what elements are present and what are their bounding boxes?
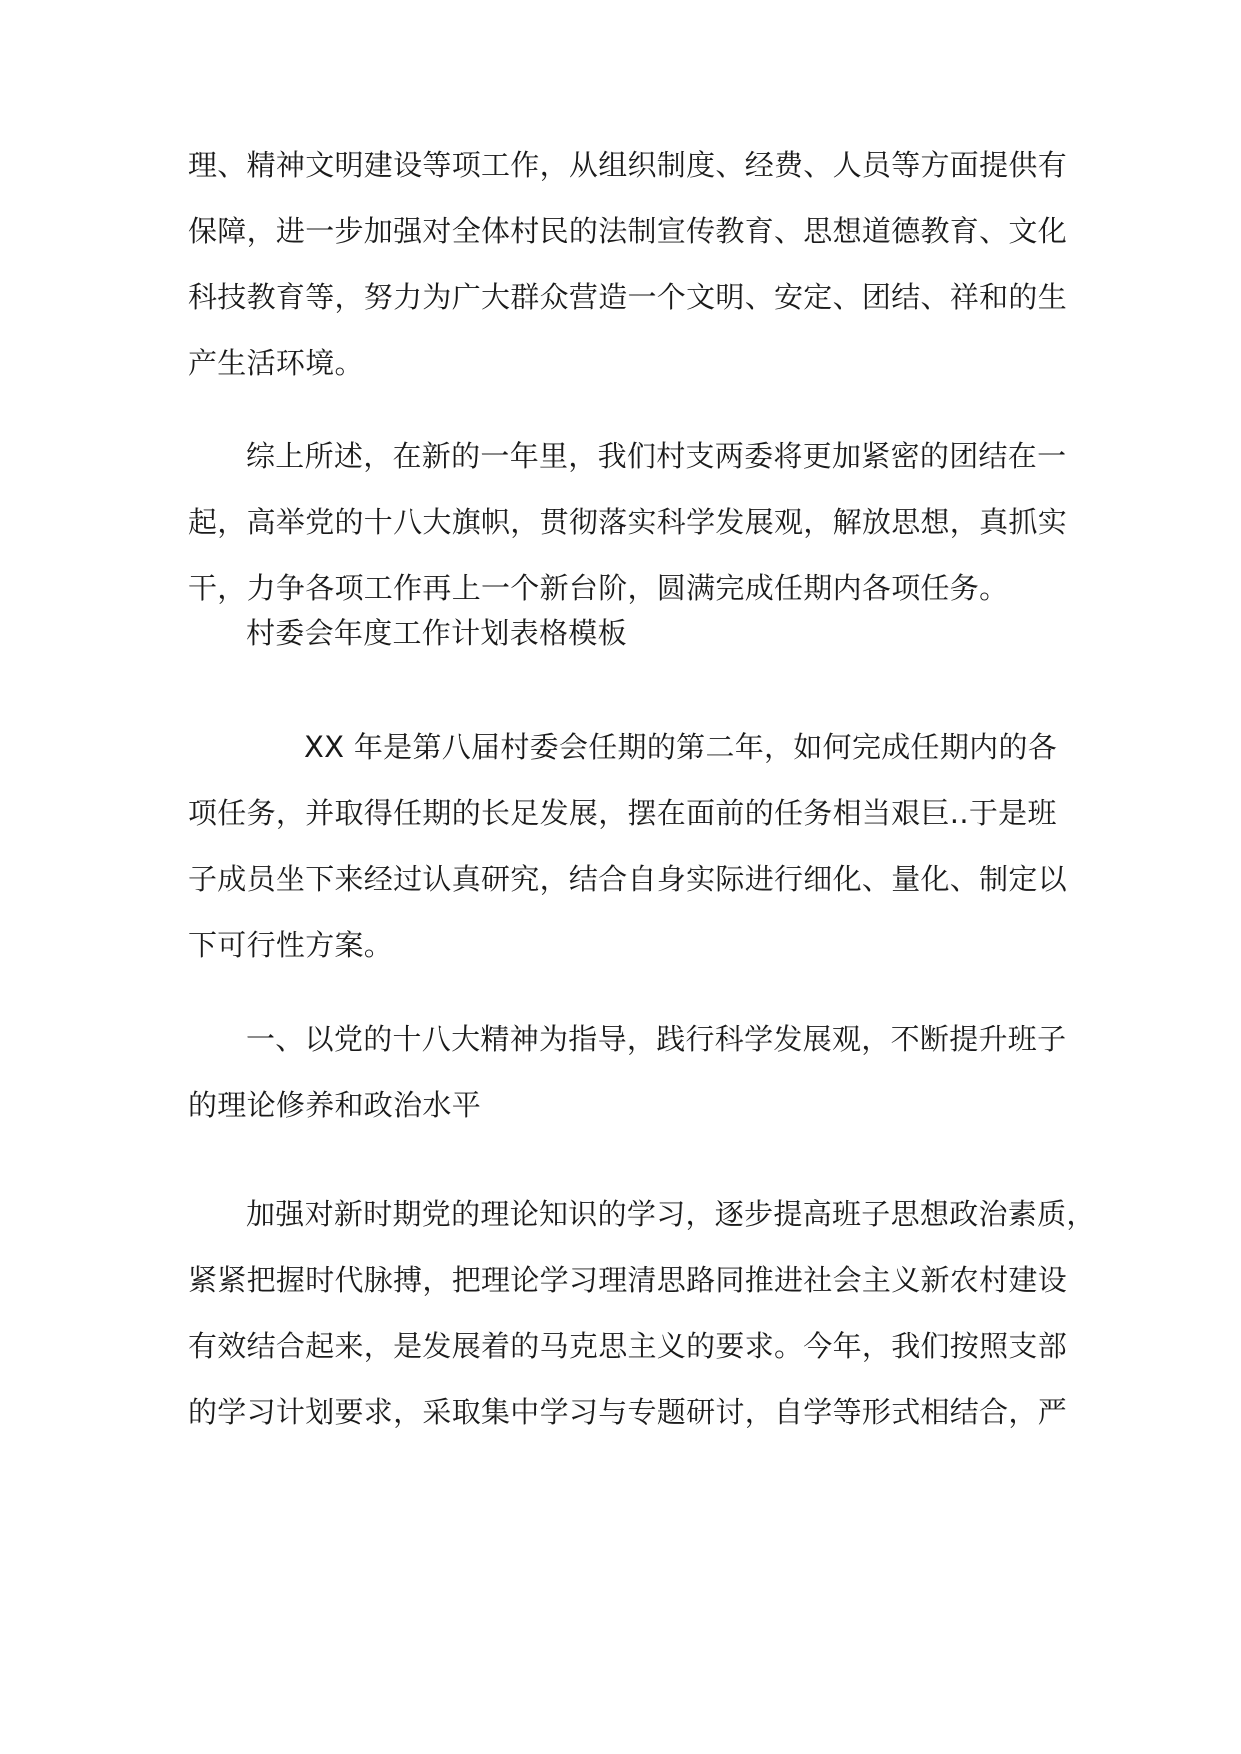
paragraph-environment — [188, 132, 1068, 396]
text-line: 产生活环境。 — [188, 346, 364, 380]
text-line: 下可行性方案。 — [188, 928, 394, 962]
paragraph-summary — [188, 423, 1068, 621]
heading-one — [188, 1006, 1067, 1138]
text-line: 紧紧把握时代脉搏，把理论学习理清思路同推进社会主义新农村建设 — [188, 1263, 1068, 1297]
text-line: 干，力争各项工作再上一个新台阶，圆满完成任期内各项任务。 — [188, 571, 1009, 605]
text-line: XX 年是第八届村委会任期的第二年，如何完成任期内的各 — [304, 730, 1058, 764]
heading-line: 的理论修养和政治水平 — [188, 1088, 482, 1122]
heading-line: 一、以党的十八大精神为指导，践行科学发展观，不断提升班子 — [246, 1022, 1067, 1056]
section-title-text: 村委会年度工作计划表格模板 — [246, 616, 627, 650]
text-line: 科技教育等，努力为广大群众营造一个文明、安定、团结、祥和的生 — [188, 280, 1068, 314]
section-title — [188, 600, 1060, 666]
text-line: 项任务，并取得任期的长足发展，摆在面前的任务相当艰巨..于是班 — [188, 796, 1057, 830]
paragraph-study — [188, 1181, 1096, 1445]
text-line: 有效结合起来，是发展着的马克思主义的要求。今年，我们按照支部 — [188, 1329, 1068, 1363]
text-line: 保障，进一步加强对全体村民的法制宣传教育、思想道德教育、文化 — [188, 214, 1068, 248]
text-line: 加强对新时期党的理论知识的学习，逐步提高班子思想政治素质， — [246, 1197, 1096, 1231]
text-line: 综上所述，在新的一年里，我们村支两委将更加紧密的团结在一 — [246, 439, 1067, 473]
text-line: 的学习计划要求，采取集中学习与专题研讨，自学等形式相结合，严 — [188, 1395, 1068, 1429]
text-line: 起，高举党的十八大旗帜，贯彻落实科学发展观，解放思想，真抓实 — [188, 505, 1068, 539]
paragraph-intro — [188, 714, 1068, 978]
text-line: 子成员坐下来经过认真研究，结合自身实际进行细化、量化、制定以 — [188, 862, 1068, 896]
text-line: 理、精神文明建设等项工作，从组织制度、经费、人员等方面提供有 — [188, 148, 1068, 182]
